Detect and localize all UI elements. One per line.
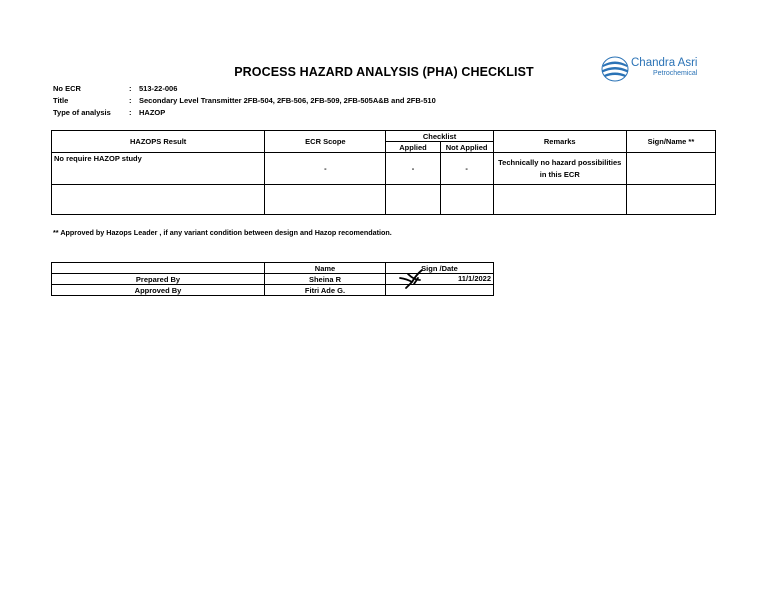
cell-result	[52, 185, 265, 215]
cell-remarks	[493, 185, 626, 215]
remarks-line: Technically no hazard possibilities	[498, 157, 622, 167]
meta-label: Title	[53, 96, 69, 105]
cell-not-applied	[440, 185, 493, 215]
company-logo	[601, 56, 721, 82]
page-title: PROCESS HAZARD ANALYSIS (PHA) CHECKLIST	[234, 65, 534, 79]
cell-sign	[626, 185, 715, 215]
header-applied: Applied	[386, 142, 440, 153]
role-label: Approved By	[52, 285, 265, 296]
cell-remarks	[493, 153, 626, 185]
logo-subtitle: Petrochemical	[653, 70, 698, 77]
cell-applied: -	[386, 153, 440, 185]
logo-globe-icon	[601, 56, 629, 82]
meta-colon: :	[129, 84, 132, 93]
hazop-checklist-table	[51, 130, 716, 215]
header-checklist: Checklist	[386, 131, 493, 142]
signer-name: Sheina R	[265, 274, 386, 285]
cell-not-applied: -	[440, 153, 493, 185]
header-name: Name	[265, 263, 386, 274]
meta-value: HAZOP	[139, 108, 166, 117]
meta-colon: :	[129, 108, 132, 117]
header-not-applied: Not Applied	[440, 142, 493, 153]
role-label: Prepared By	[52, 274, 265, 285]
cell-applied	[386, 185, 440, 215]
remarks-line: in this ECR	[539, 169, 580, 179]
cell-sign	[626, 153, 715, 185]
meta-value: Secondary Level Transmitter 2FB-504, 2FB-506, 2FB-509, 2FB-505A&B and 2FB-510	[139, 96, 436, 105]
header-sign-name: Sign/Name **	[626, 131, 715, 153]
logo-name: Chandra Asri	[631, 57, 698, 69]
header-sign-date: Sign /Date	[386, 263, 494, 274]
meta-value: 513-22-006	[139, 84, 178, 93]
header-remarks: Remarks	[493, 131, 626, 153]
cell-result: No require HAZOP study	[52, 153, 265, 185]
meta-colon: :	[129, 96, 132, 105]
header-blank	[52, 263, 265, 274]
meta-label: No ECR	[53, 84, 81, 93]
header-hazops-result: HAZOPS Result	[52, 131, 265, 153]
table-row	[52, 153, 716, 185]
cell-scope	[265, 185, 386, 215]
cell-scope: -	[265, 153, 386, 185]
meta-label: Type of analysis	[53, 108, 111, 117]
header-ecr-scope: ECR Scope	[265, 131, 386, 153]
handwritten-signature	[398, 266, 430, 292]
signer-name: Fitri Ade G.	[265, 285, 386, 296]
approval-note: ** Approved by Hazops Leader , if any variant condition between design and Hazop recomendation.	[53, 228, 392, 237]
sign-date: 11/1/2022	[458, 274, 491, 283]
table-row	[52, 185, 716, 215]
